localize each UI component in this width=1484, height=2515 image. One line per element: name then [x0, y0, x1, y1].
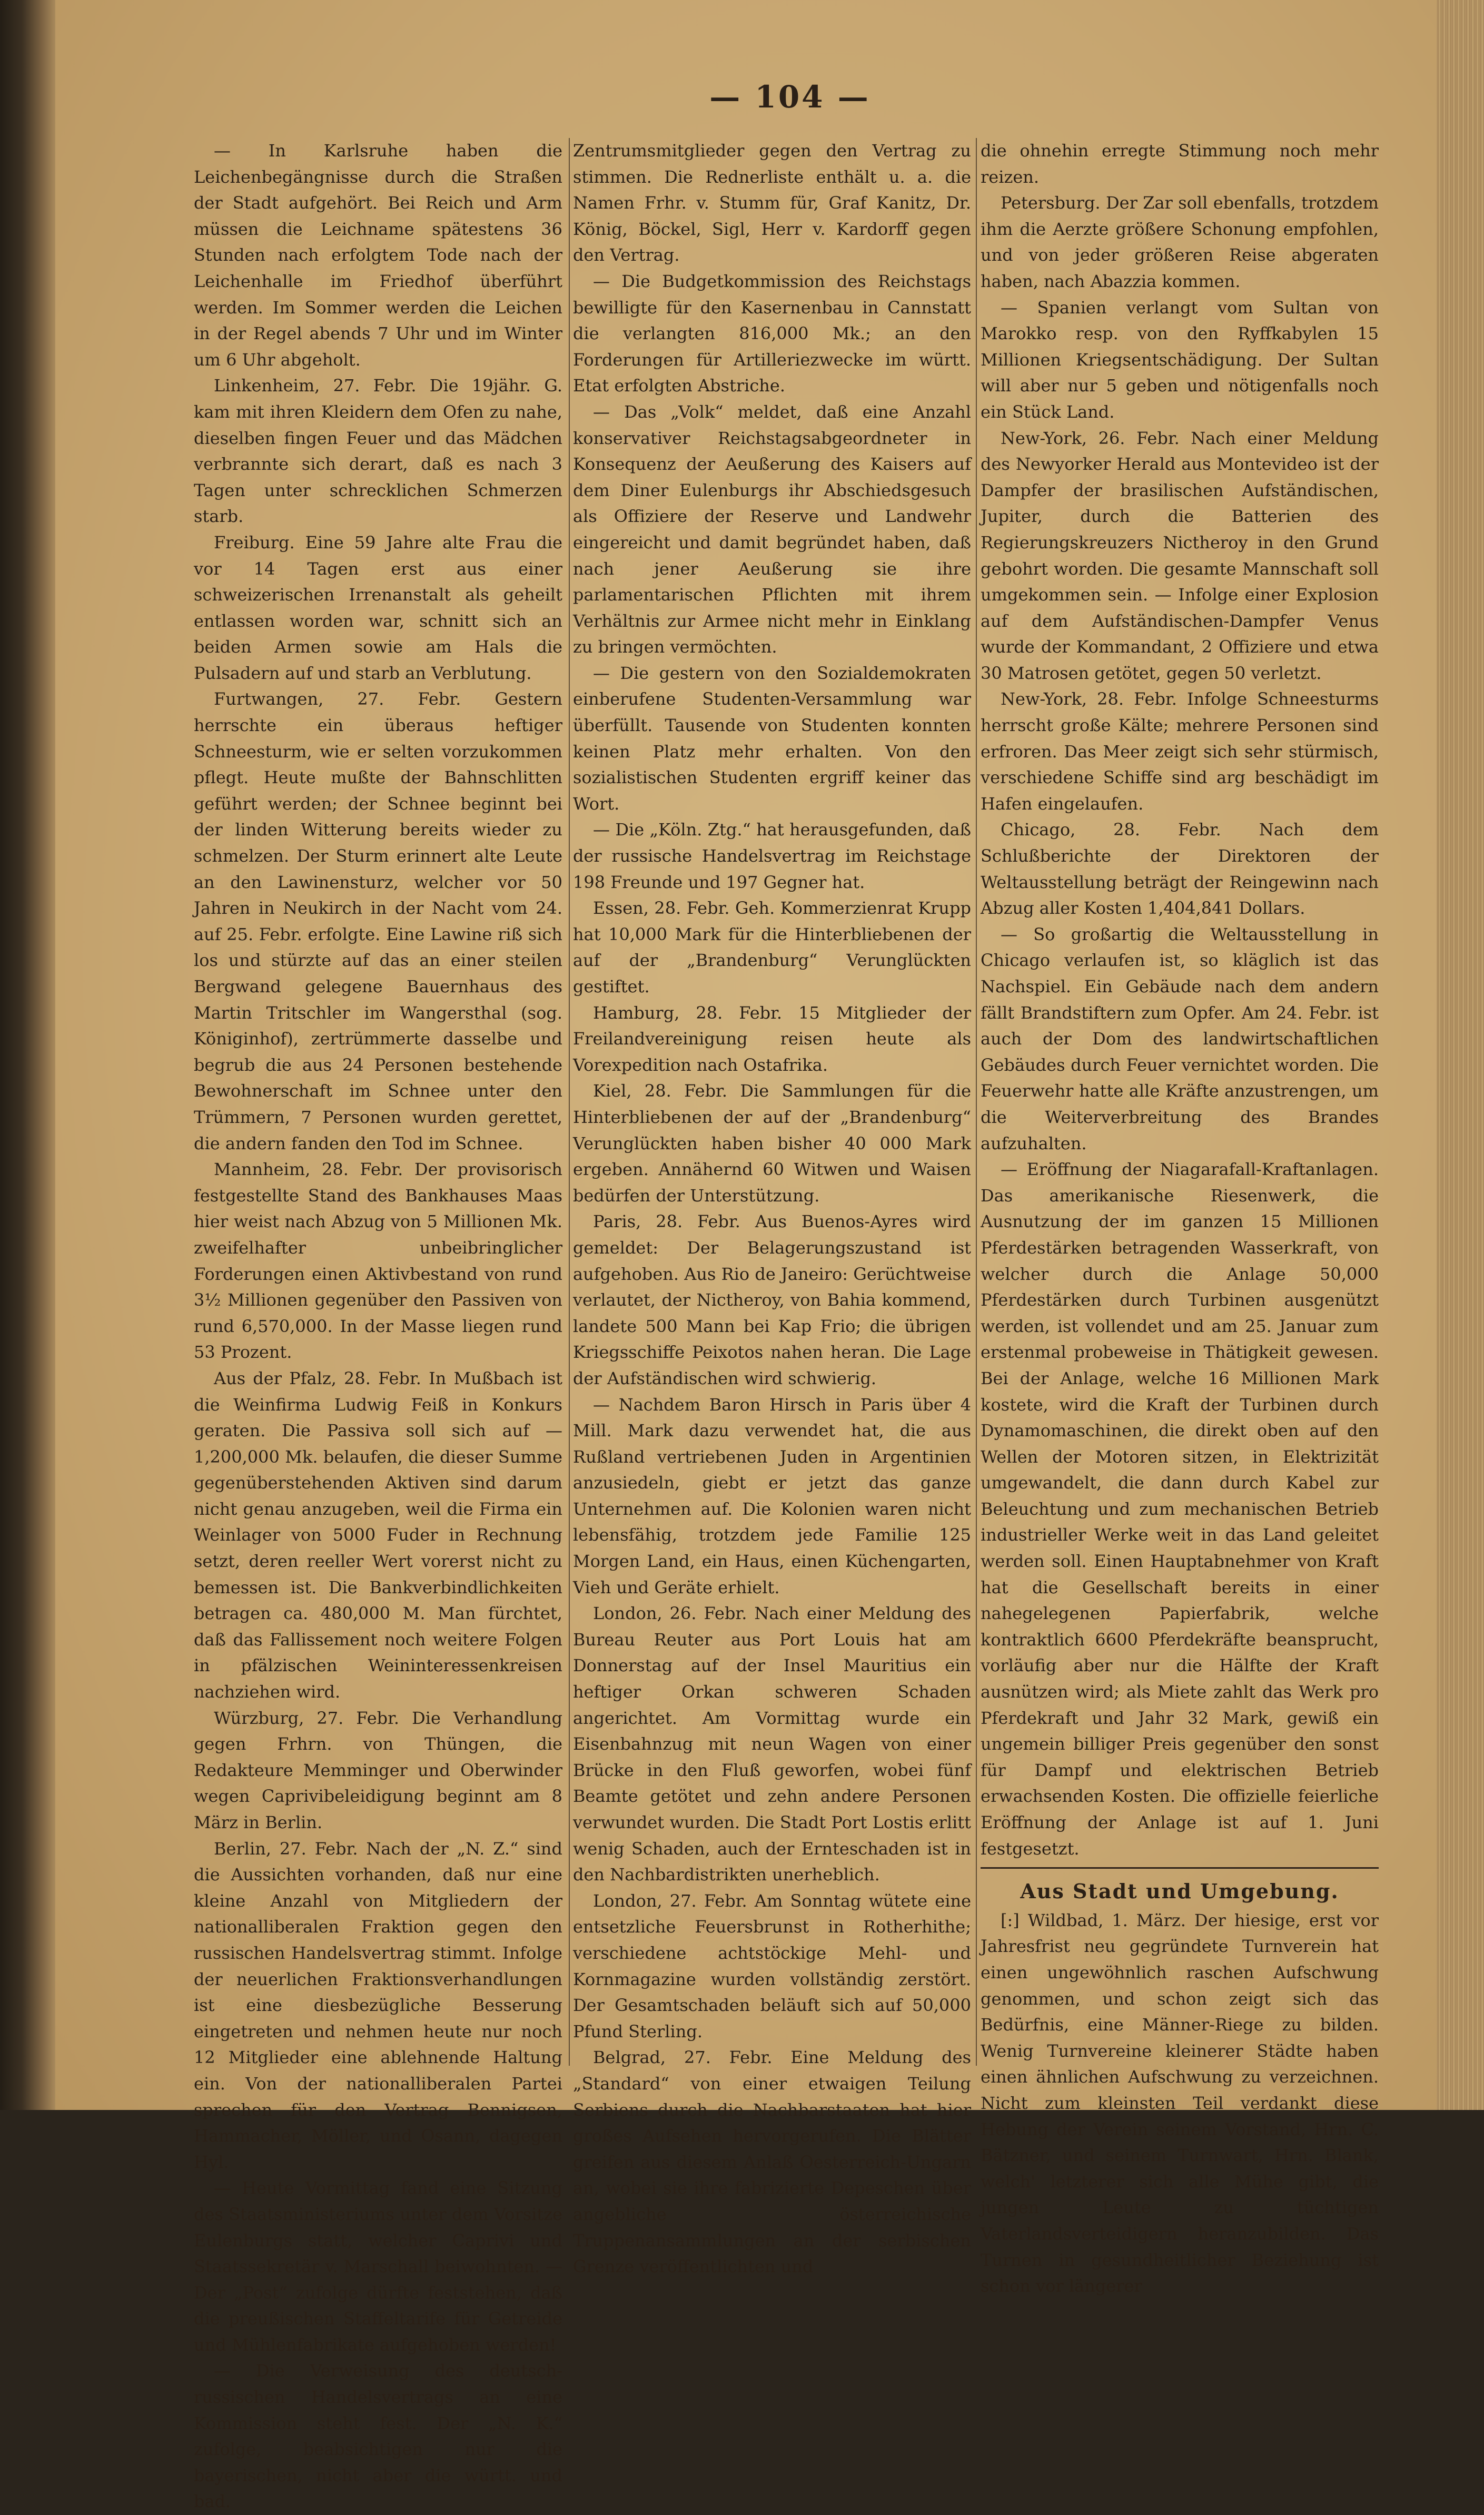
article-paragraph: New-York, 26. Febr. Nach einer Meldung des Newyorker Herald aus Montevideo ist der Dampfer der brasilischen Aufständischen, Jupiter, durch die Batterien des Regierungskreuzers Nictheroy in den Grund gebohrt worden. Die gesamte Mannschaft soll umgekommen sein. — Infolge einer Explosion auf dem Aufständischen-Dampfer Venus wurde der Kommandant, 2 Offiziere und etwa 30 Matrosen getötet, gegen 50 verletzt. [981, 428, 1379, 683]
article-paragraph: — Eröffnung der Niagarafall-Kraftanlagen. Das amerikanische Riesenwerk, die Ausnutzung der im ganzen 15 Millionen Pferdestärken betragenden Wasserkraft, von welcher durch die Anlage 50,000 Pferdestärken durch Turbinen ausgenützt werden, ist vollendet und am 25. Januar zum erstenmal probeweise in Thätigkeit gewesen. Bei der Anlage, welche 16 Millionen Mark kostete, wird die Kraft der Turbinen durch Dynamomaschinen, die direkt oben auf den Wellen der Motoren sitzen, in Elektrizität umgewandelt, die dann durch Kabel zur Beleuchtung und zum mechanischen Betrieb industrieller Werke weit in das Land geleitet werden soll. Einen Hauptabnehmer von Kraft hat die Gesellschaft bereits in einer nahegelegenen Papierfabrik, welche kontraktlich 6600 Pferdekräfte beansprucht, vorläufig aber nur die Hälfte der Kraft ausnützen wird; als Miete zahlt das Werk pro Pferdekraft und Jahr 32 Mark, gewiß ein ungemein billiger Preis gegenüber den sonst für Dampf und elektrischen Betrieb erwachsenden Kosten. Die offizielle feierliche Eröffnung der Anlage ist auf 1. Juni festgesetzt. [981, 1159, 1379, 1859]
column-rule [976, 138, 977, 2066]
article-paragraph: — Heute Vormittag fand eine Sitzung des Staatsministeriums unter dem Vorsitze Eulenburgs statt, welcher Caprivi und Staatssekretär v. Marschall beiwohnten. — Der „Post“ zufolge dürfte feststehen, daß die preußischen Staffeltarife für Getreide und Mühlenfabrikate aufgehoben werden! [194, 2178, 562, 2355]
column-rule [569, 138, 570, 2066]
article-paragraph: London, 27. Febr. Am Sonntag wütete eine entsetzliche Feuersbrunst in Rotherhithe; verschiedene achtstöckige Mehl- und Kornmagazine wurden vollständig zerstört. Der Gesamtschaden beläuft sich auf 50,000 Pfund Sterling. [573, 1890, 971, 2041]
article-paragraph: — In Karlsruhe haben die Leichenbegängnisse durch die Straßen der Stadt aufgehört. Bei Reich und Arm müssen die Leichname spätestens 36 Stunden nach erfolgtem Tode nach der Leichenhalle im Friedhof überführt werden. Im Sommer werden die Leichen in der Regel abends 7 Uhr und im Winter um 6 Uhr abgeholt. [194, 141, 562, 370]
article-paragraph: Linkenheim, 27. Febr. Die 19jähr. G. kam mit ihren Kleidern dem Ofen zu nahe, dieselben fingen Feuer und das Mädchen verbrannte sich derart, daß es nach 3 Tagen unter schrecklichen Schmerzen starb. [194, 376, 562, 527]
page-edges [1437, 0, 1484, 2110]
article-paragraph: Kiel, 28. Febr. Die Sammlungen für die Hinterbliebenen der auf der „Brandenburg“ Verunglückten haben bisher 40 000 Mark ergeben. Annähernd 60 Witwen und Waisen bedürfen der Unterstützung. [573, 1081, 971, 1206]
article-paragraph: London, 26. Febr. Nach einer Meldung des Bureau Reuter aus Port Louis hat am Donnerstag auf der Insel Mauritius ein heftiger Orkan schweren Schaden angerichtet. Am Vormittag wurde ein Eisenbahnzug mit neun Wagen von einer Brücke in den Fluß geworfen, wobei fünf Beamte getötet und zehn andere Personen verwundet wurden. Die Stadt Port Lostis erlitt wenig Schaden, auch der Ernteschaden ist in den Nachbardistrikten unerheblich. [573, 1603, 971, 1885]
article-paragraph: Aus der Pfalz, 28. Febr. In Mußbach ist die Weinfirma Ludwig Feiß in Konkurs geraten. Die Passiva soll sich auf — 1,200,000 Mk. belaufen, die dieser Summe gegenüberstehenden Aktiven sind darum nicht genau anzugeben, weil die Firma ein Weinlager von 5000 Fuder in Rechnung setzt, deren reeller Wert vorerst nicht zu bemessen ist. Die Bankverbindlichkeiten betragen ca. 480,000 M. Man fürchtet, daß das Fallissement noch weitere Folgen in pfälzischen Weininteressenkreisen nachziehen wird. [194, 1368, 562, 1702]
article-paragraph: Petersburg. Der Zar soll ebenfalls, trotzdem ihm die Aerzte größere Schonung empfohlen, und von jeder größeren Reise abgeraten haben, nach Abazzia kommen. [981, 193, 1379, 291]
article-paragraph: — So großartig die Weltausstellung in Chicago verlaufen ist, so kläglich ist das Nachspiel. Ein Gebäude nach dem andern fällt Brandstiftern zum Opfer. Am 24. Febr. ist auch der Dom des landwirtschaftlichen Gebäudes durch Feuer vernichtet worden. Die Feuerwehr hatte alle Kräfte anzustrengen, um die Weiterverbreitung des Brandes aufzuhalten. [981, 924, 1379, 1153]
book-binding [0, 0, 55, 2110]
article-paragraph: Belgrad, 27. Febr. Eine Meldung des „Standard“ von einer etwaigen Teilung Serbiens durch die Nachbarstaaten hat hier großes Aufsehen hervorgerufen. Die Blätter greifen aus diesem Anlaß Oesterreich-Ungarn an, wobei sie ihre fabrizierte Depeschen über angebliche österreichische Truppenansammlungen an der serbischen Grenze veröffentlichten und [573, 2047, 971, 2277]
text-column-2 [573, 138, 971, 2277]
article-paragraph: Würzburg, 27. Febr. Die Verhandlung gegen Frhrn. von Thüngen, die Redakteure Memminger und Oberwinder wegen Caprivibeleidigung beginnt am 8 März in Berlin. [194, 1708, 562, 1832]
article-paragraph: Essen, 28. Febr. Geh. Kommerzienrat Krupp hat 10,000 Mark für die Hinterbliebenen der auf der „Brandenburg“ Verunglückten gestiftet. [573, 898, 971, 997]
article-paragraph: — Die gestern von den Sozialdemokraten einberufene Studenten-Versammlung war überfüllt. Tausende von Studenten konnten keinen Platz mehr erhalten. Von den sozialistischen Studenten ergriff keiner das Wort. [573, 663, 971, 814]
article-paragraph: Mannheim, 28. Febr. Der provisorisch festgestellte Stand des Bankhauses Maas hier weist nach Abzug von 5 Millionen Mk. zweifelhafter unbeibringlicher Forderungen einen Aktivbestand von rund 3½ Millionen gegenüber den Passiven von rund 6,570,000. In der Masse liegen rund 53 Prozent. [194, 1159, 562, 1363]
article-paragraph: Chicago, 28. Febr. Nach dem Schlußberichte der Direktoren der Weltausstellung beträgt der Reingewinn nach Abzug aller Kosten 1,404,841 Dollars. [981, 820, 1379, 919]
article-paragraph: — Nachdem Baron Hirsch in Paris über 4 Mill. Mark dazu verwendet hat, die aus Rußland vertriebenen Juden in Argentinien anzusiedeln, giebt er jetzt das ganze Unternehmen auf. Die Kolonien waren nicht lebensfähig, trotzdem jede Familie 125 Morgen Land, ein Haus, einen Küchengarten, Vieh und Geräte erhielt. [573, 1394, 971, 1597]
article-paragraph: [:] Wildbad, 1. März. Der hiesige, erst vor Jahresfrist neu gegründete Turnverein hat einen ungewöhnlich raschen Aufschwung genommen, und schon zeigt sich das Bedürfnis, eine Männer-Riege zu bilden. Wenig Turnvereine kleinerer Städte haben einen ähnlichen Aufschwung zu verzeichnen. Nicht zum kleinsten Teil verdankt diese Hebung der Verein seinem Vorstand, Hrn. C. Bätzner, und seinem Turnwart, Hrn. Blank, welch' letzterer sich alle Mühe gibt, die jungen Leute zu tüchtigen Vaterlandsverteidigern heranzubilden. Das Turnen in gesundheitlicher Beziehung ist schon vor längerer [981, 1910, 1379, 2296]
section-divider [981, 1867, 1379, 1869]
article-paragraph: Hamburg, 28. Febr. 15 Mitglieder der Freilandvereinigung reisen heute als Vorexpedition nach Ostafrika. [573, 1002, 971, 1075]
article-paragraph: New-York, 28. Febr. Infolge Schneesturms herrscht große Kälte; mehrere Personen sind erfroren. Das Meer zeigt sich sehr stürmisch, verschiedene Schiffe sind arg beschädigt im Hafen eingelaufen. [981, 689, 1379, 814]
article-paragraph: die ohnehin erregte Stimmung noch mehr reizen. [981, 141, 1379, 187]
article-paragraph: Freiburg. Eine 59 Jahre alte Frau die vor 14 Tagen erst aus einer schweizerischen Irrenanstalt als geheilt entlassen worden war, schnitt sich an beiden Armen sowie am Hals die Pulsadern auf und starb an Verblutung. [194, 532, 562, 683]
page-number: — 104 — [709, 79, 870, 115]
section-heading: Aus Stadt und Umgebung. [1020, 1879, 1339, 1903]
article-paragraph: — Die Budgetkommission des Reichstags bewilligte für den Kasernenbau in Cannstatt die verlangten 816,000 Mk.; an den Forderungen für Artilleriezwecke im württ. Etat erfolgten Abstriche. [573, 271, 971, 396]
text-column-1 [194, 138, 562, 2512]
article-paragraph: — Die „Köln. Ztg.“ hat herausgefunden, daß der russische Handelsvertrag im Reichstage 198 Freunde und 197 Gegner hat. [573, 820, 971, 892]
article-paragraph: Furtwangen, 27. Febr. Gestern herrschte ein überaus heftiger Schneesturm, wie er selten vorzukommen pflegt. Heute mußte der Bahnschlitten geführt werden; der Schnee beginnt bei der linden Witterung bereits wieder zu schmelzen. Der Sturm erinnert alte Leute an den Lawinensturz, welcher vor 50 Jahren in Neukirch in der Nacht vom 24. auf 25. Febr. erfolgte. Eine Lawine riß sich los und stürzte auf das an einer steilen Bergwand gelegene Bauernhaus des Martin Tritschler im Wangersthal (sog. Königinhof), zertrümmerte dasselbe und begrub die aus 24 Personen bestehende Bewohnerschaft im Schnee unter den Trümmern, 7 Personen wurden gerettet, die andern fanden den Tod im Schnee. [194, 689, 562, 1153]
article-paragraph: Berlin, 27. Febr. Nach der „N. Z.“ sind die Aussichten vorhanden, daß nur eine kleine Anzahl von Mitgliedern der nationalliberalen Fraktion gegen den russischen Handelsvertrag stimmt. Infolge der neuerlichen Fraktionsverhandlungen ist eine diesbezügliche Besserung eingetreten und nehmen heute nur noch 12 Mitglieder eine ablehnende Haltung ein. Von der nationalliberalen Partei sprechen für den Vertrag Bennigsen, Hammacher, Möller, und Osann, dagegen Hyl. [194, 1838, 562, 2172]
article-paragraph: — Die Verweisung des deutsch-russischen Handelsvertrags an eine Kommission steht fest. Der „N. K.“ zufolge, beabsichtigen nur die bayerischen, nicht aber die württ. und bad. [194, 2361, 562, 2512]
article-paragraph: — Spanien verlangt vom Sultan von Marokko resp. von den Ryffkabylen 15 Millionen Kriegsentschädigung. Der Sultan will aber nur 5 geben und nötigenfalls noch ein Stück Land. [981, 297, 1379, 422]
article-paragraph: Paris, 28. Febr. Aus Buenos-Ayres wird gemeldet: Der Belagerungszustand ist aufgehoben. Aus Rio de Janeiro: Gerüchtweise verlautet, der Nictheroy, von Bahia kommend, landete 500 Mann bei Kap Frio; die übrigen Kriegsschiffe Peixotos nahen heran. Die Lage der Aufständischen wird schwierig. [573, 1211, 971, 1388]
text-column-3 [981, 138, 1379, 2296]
article-paragraph: — Das „Volk“ meldet, daß eine Anzahl konservativer Reichstagsabgeordneter in Konsequenz der Aeußerung des Kaisers auf dem Diner Eulenburgs ihr Abschiedsgesuch als Offiziere der Reserve und Landwehr eingereicht und damit begründet haben, daß nach jener Aeußerung sie ihre parlamentarischen Pflichten mit ihrem Verhältnis zur Armee nicht mehr in Einklang zu bringen vermöchten. [573, 401, 971, 657]
article-paragraph: Zentrumsmitglieder gegen den Vertrag zu stimmen. Die Rednerliste enthält u. a. die Namen Frhr. v. Stumm für, Graf Kanitz, Dr. König, Böckel, Sigl, Herr v. Kardorff gegen den Vertrag. [573, 141, 971, 265]
